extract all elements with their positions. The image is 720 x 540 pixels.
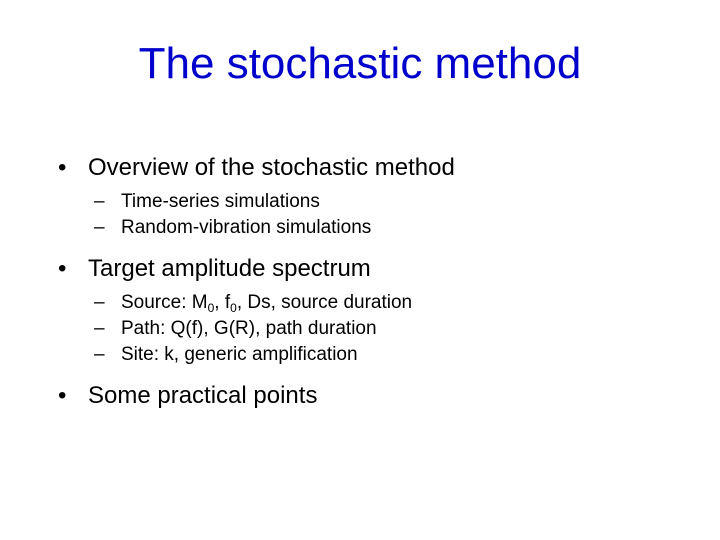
slide-title: The stochastic method [138, 39, 582, 88]
subscript-zero: 0 [207, 301, 215, 315]
bullet-icon: • [58, 154, 67, 181]
bullet-item-overview [58, 150, 698, 186]
source-suffix-text: , Ds, source duration [236, 292, 413, 313]
subscript-zero: 0 [230, 301, 237, 315]
sub-item-time-series [94, 189, 698, 215]
sub-item-site [94, 342, 698, 368]
sub-item-path [94, 316, 698, 342]
bullet-icon: • [58, 382, 67, 409]
bullet-text: Overview of the stochastic method [88, 154, 455, 181]
bullet-item-practical-points [58, 378, 698, 414]
sub-item-text: Site: k, generic amplification [121, 344, 358, 365]
bullet-icon: • [58, 255, 67, 282]
sub-item-text: Time-series simulations [121, 191, 320, 212]
source-middle-text: , f [214, 292, 231, 313]
bullet-text: Target amplitude spectrum [88, 255, 371, 282]
sub-item-text: Random-vibration simulations [121, 217, 372, 238]
bullet-text: Some practical points [88, 382, 318, 409]
sub-item-text: Path: Q(f), G(R), path duration [121, 318, 377, 339]
dash-icon: – [94, 318, 105, 339]
dash-icon: – [94, 191, 105, 212]
sub-list-overview [94, 189, 698, 241]
sub-item-random-vibration [94, 215, 698, 241]
source-prefix-text: Source: M [121, 292, 208, 313]
dash-icon: – [94, 344, 105, 365]
bullet-item-target-spectrum [58, 251, 698, 287]
bullet-list [58, 150, 698, 414]
sub-item-source [94, 290, 698, 316]
dash-icon: – [94, 217, 105, 238]
dash-icon: – [94, 292, 105, 313]
sub-list-target-spectrum [94, 290, 698, 368]
